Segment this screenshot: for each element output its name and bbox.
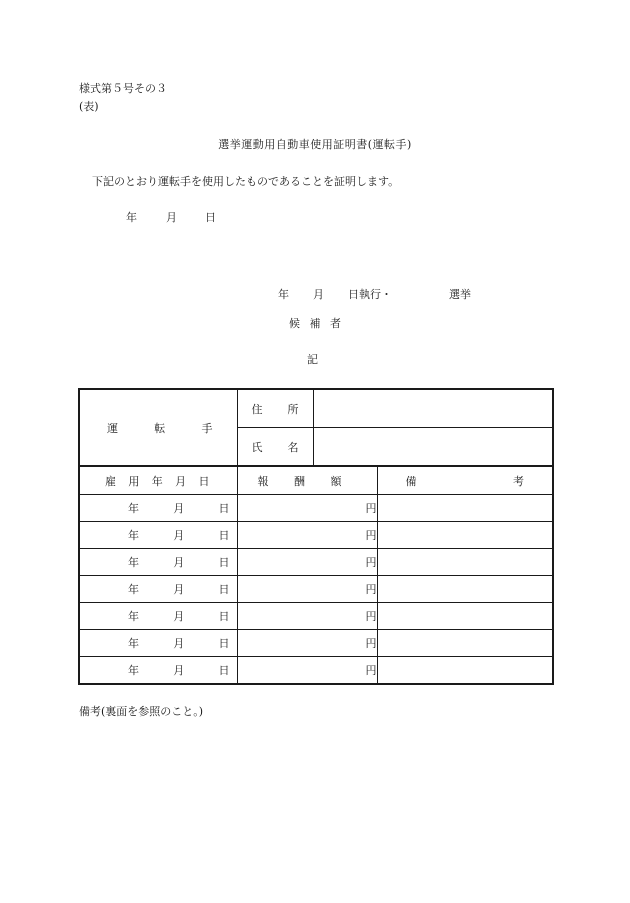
- address-label-cell: [237, 389, 313, 428]
- table-row: [79, 549, 553, 576]
- header-amount: 報 酬 額: [237, 466, 377, 495]
- note-cell[interactable]: [377, 522, 553, 549]
- name-field[interactable]: [313, 428, 553, 467]
- table-row: [79, 495, 553, 522]
- amount-cell[interactable]: 円: [237, 603, 377, 630]
- note-cell[interactable]: [377, 603, 553, 630]
- date-day: 日: [205, 211, 216, 224]
- amount-cell[interactable]: 円: [237, 576, 377, 603]
- note-cell[interactable]: [377, 495, 553, 522]
- table-row: [79, 522, 553, 549]
- employment-date-cell[interactable]: 年 月 日: [79, 522, 237, 549]
- document-title: 選挙運動用自動車使用証明書(運転手): [218, 138, 412, 151]
- driver-label-cell: [79, 389, 237, 466]
- election-month: 月: [313, 288, 324, 301]
- amount-cell[interactable]: 円: [237, 657, 377, 685]
- note-cell[interactable]: [377, 657, 553, 685]
- employment-date-cell[interactable]: 年 月 日: [79, 630, 237, 657]
- side-label: (表): [79, 100, 99, 113]
- driver-label: 運 転 手: [107, 421, 213, 435]
- remarks-note: 備考(裏面を参照のこと。): [79, 705, 204, 718]
- certification-text: 下記のとおり運転手を使用したものであることを証明します。: [92, 175, 400, 188]
- date-month: 月: [166, 211, 177, 224]
- header-date: 雇 用 年 月 日: [79, 466, 237, 495]
- address-label: 住 所: [251, 402, 299, 416]
- election-year: 年: [278, 288, 289, 301]
- table-row: [79, 576, 553, 603]
- form-number: 様式第５号その３: [79, 82, 167, 95]
- usage-table: [78, 388, 554, 685]
- address-field[interactable]: [313, 389, 553, 428]
- employment-date-cell[interactable]: 年 月 日: [79, 549, 237, 576]
- election-day-executed: 日執行・: [348, 288, 392, 301]
- note-cell[interactable]: [377, 549, 553, 576]
- amount-cell[interactable]: 円: [237, 495, 377, 522]
- table-row: [79, 630, 553, 657]
- candidate-label: 候 補 者: [289, 317, 341, 330]
- certification-date: [126, 212, 216, 223]
- table-row: [79, 657, 553, 685]
- employment-date-cell[interactable]: 年 月 日: [79, 603, 237, 630]
- amount-cell[interactable]: 円: [237, 630, 377, 657]
- note-cell[interactable]: [377, 630, 553, 657]
- election-line: [278, 289, 471, 300]
- name-label: 氏 名: [251, 440, 299, 454]
- election-label: 選挙: [449, 288, 471, 301]
- name-label-cell: [237, 428, 313, 467]
- header-note: 備 考: [377, 466, 553, 495]
- employment-date-cell[interactable]: 年 月 日: [79, 576, 237, 603]
- employment-date-cell[interactable]: 年 月 日: [79, 495, 237, 522]
- note-cell[interactable]: [377, 576, 553, 603]
- amount-cell[interactable]: 円: [237, 522, 377, 549]
- ki-label: 記: [307, 353, 318, 366]
- date-year: 年: [126, 211, 137, 224]
- amount-cell[interactable]: 円: [237, 549, 377, 576]
- employment-date-cell[interactable]: 年 月 日: [79, 657, 237, 685]
- table-row: [79, 603, 553, 630]
